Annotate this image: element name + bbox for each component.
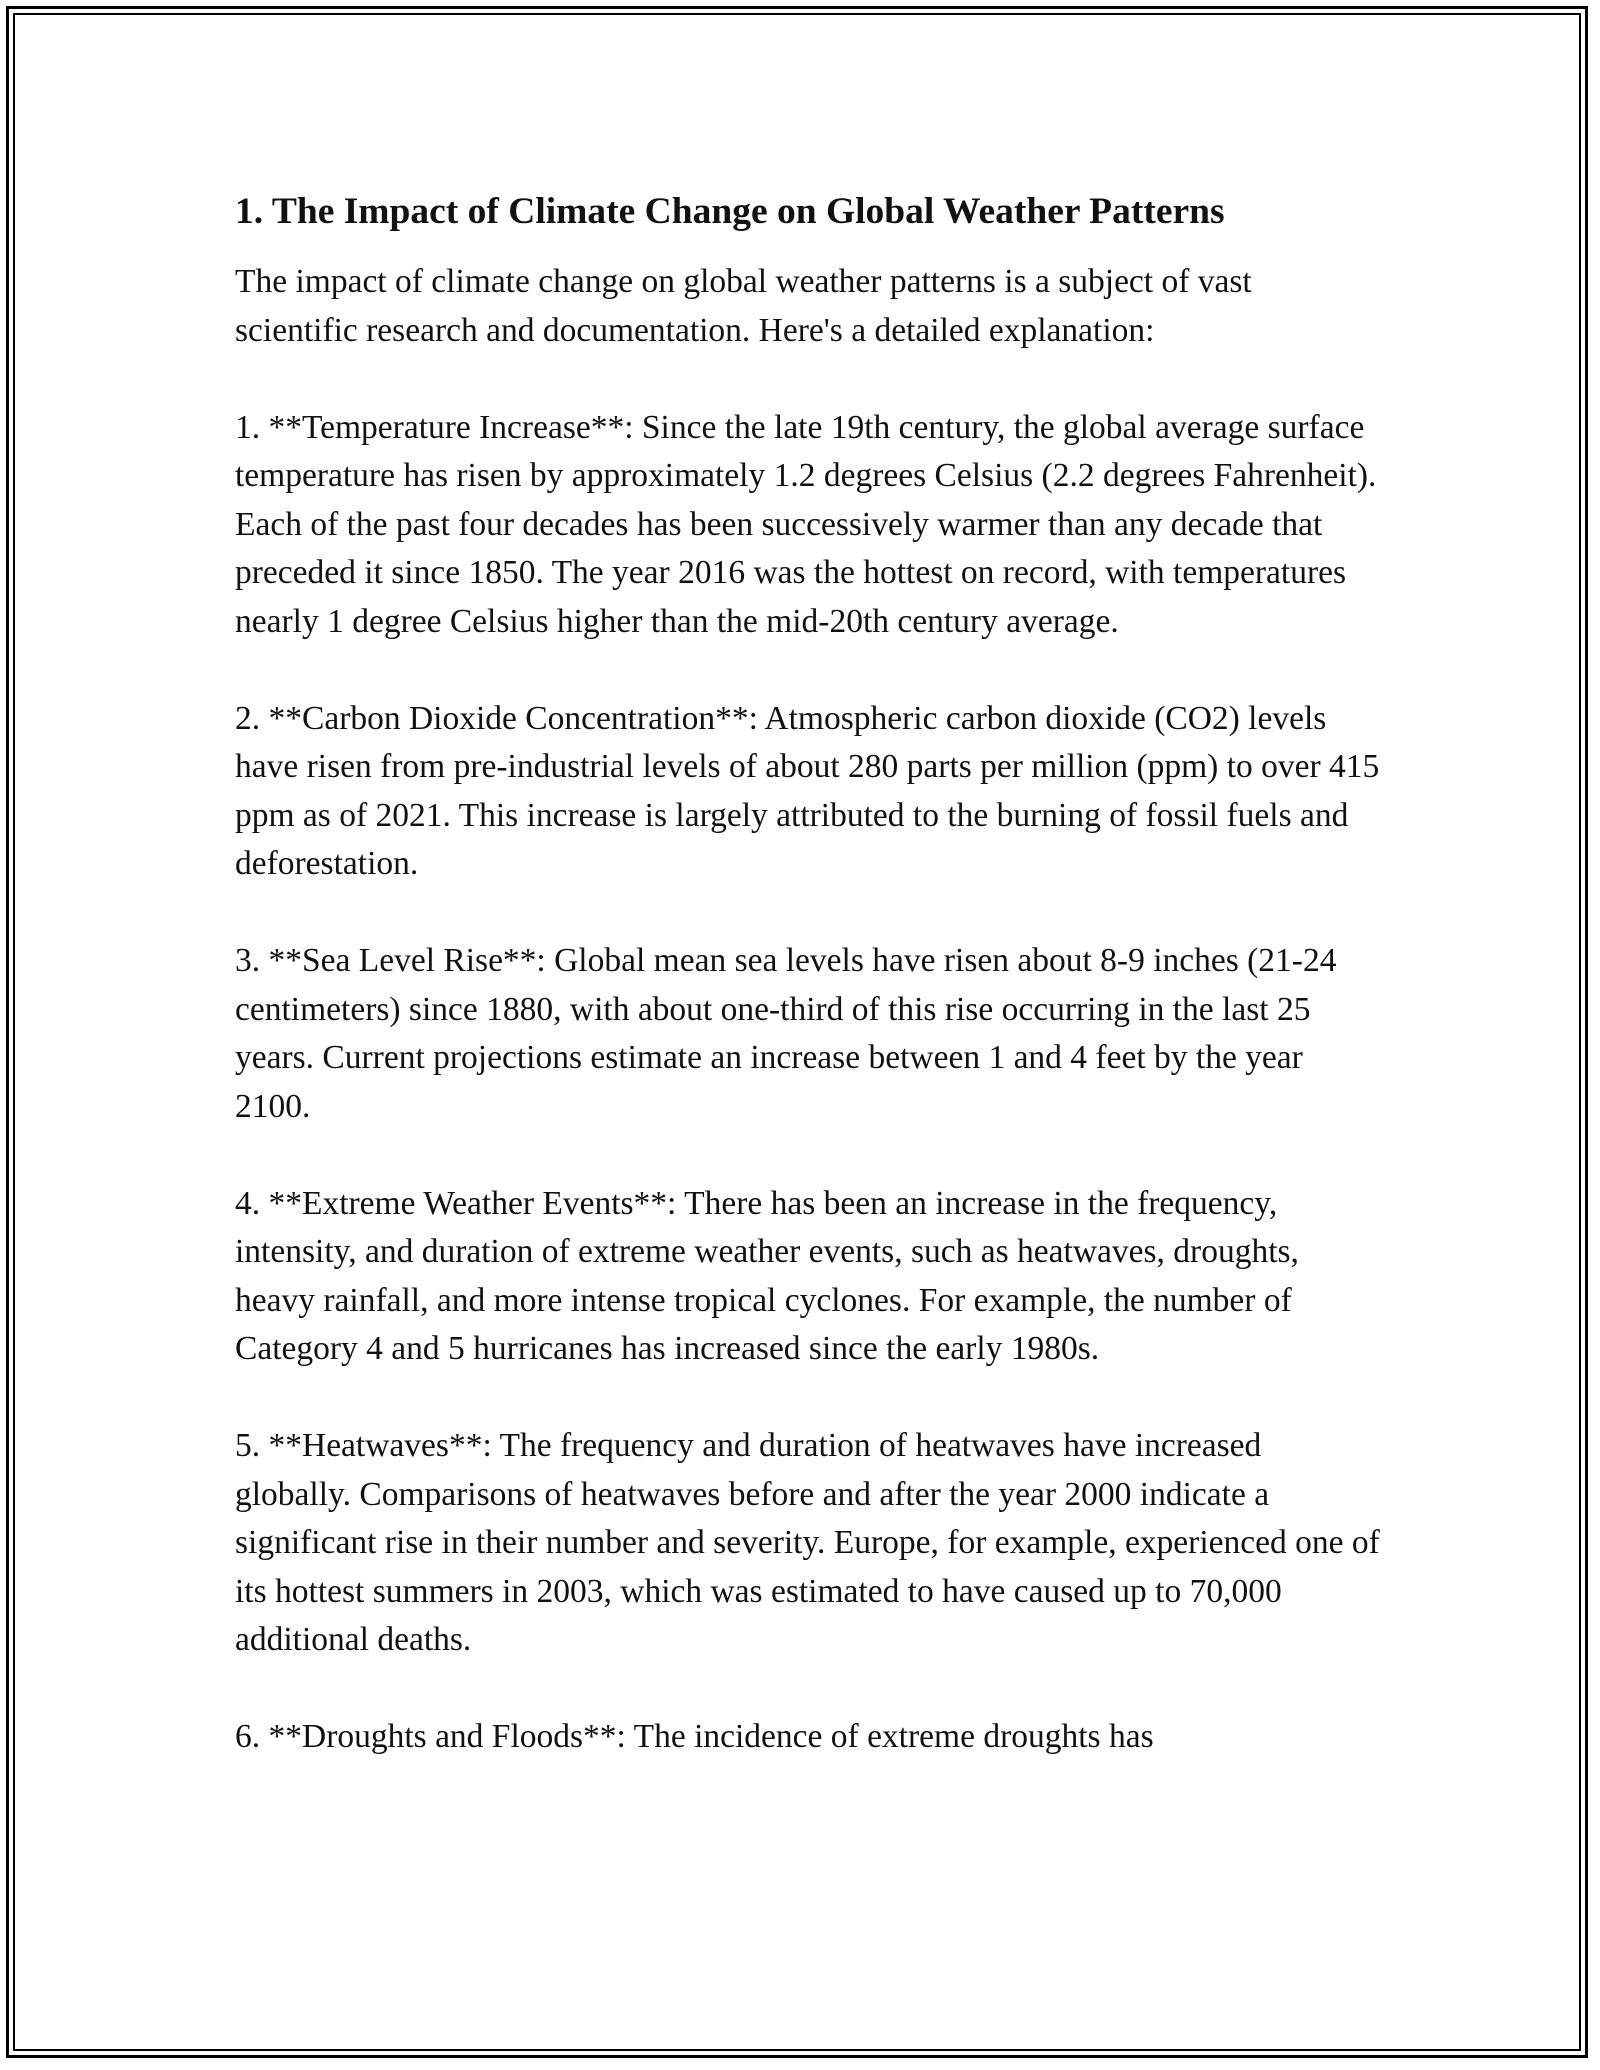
- intro-paragraph: The impact of climate change on global weather patterns is a subject of vast scientific research and documentation. Here's a detailed explanation:: [235, 263, 1252, 349]
- paragraph-heatwaves: 5. **Heatwaves**: The frequency and duration of heatwaves have increased globally. Comparisons of heatwaves before and after the year 2000 indicate a significant rise in their number and severity. Europe, for example, experienced one of its hottest summers in 2003, which was estimated to have caused up to 70,000 additional deaths.: [235, 1427, 1380, 1658]
- paragraph-extreme-weather: 4. **Extreme Weather Events**: There has been an increase in the frequency, intensity, and duration of extreme weather events, such as heatwaves, droughts, heavy rainfall, and more intense tropical cyclones. For example, the number of Category 4 and 5 hurricanes has increased since the early 1980s.: [235, 1184, 1299, 1367]
- paragraph-temperature-increase: 1. **Temperature Increase**: Since the late 19th century, the global average surface temperature has risen by approximately 1.2 degrees Celsius (2.2 degrees Fahrenheit). Each of the past four decades has been successively warmer than any decade that preceded it since 1850. The year 2016 was the hottest on record, with temperatures nearly 1 degree Celsius higher than the mid-20th century average.: [235, 408, 1377, 640]
- paragraph-sea-level-rise: 3. **Sea Level Rise**: Global mean sea levels have risen about 8-9 inches (21-24 centimeters) since 1880, with about one-third of this rise occurring in the last 25 years. Current projections estimate an increase between 1 and 4 feet by the year 2100.: [235, 942, 1337, 1125]
- document-body: [235, 188, 1380, 1810]
- paragraph-carbon-dioxide: 2. **Carbon Dioxide Concentration**: Atmospheric carbon dioxide (CO2) levels have risen from pre-industrial levels of about 280 parts per million (ppm) to over 415 ppm as of 2021. This increase is largely attributed to the burning of fossil fuels and deforestation.: [235, 699, 1380, 882]
- document-title: 1. The Impact of Climate Change on Global Weather Patterns: [235, 191, 1225, 232]
- paragraph-droughts-floods: 6. **Droughts and Floods**: The incidence of extreme droughts has: [235, 1718, 1154, 1755]
